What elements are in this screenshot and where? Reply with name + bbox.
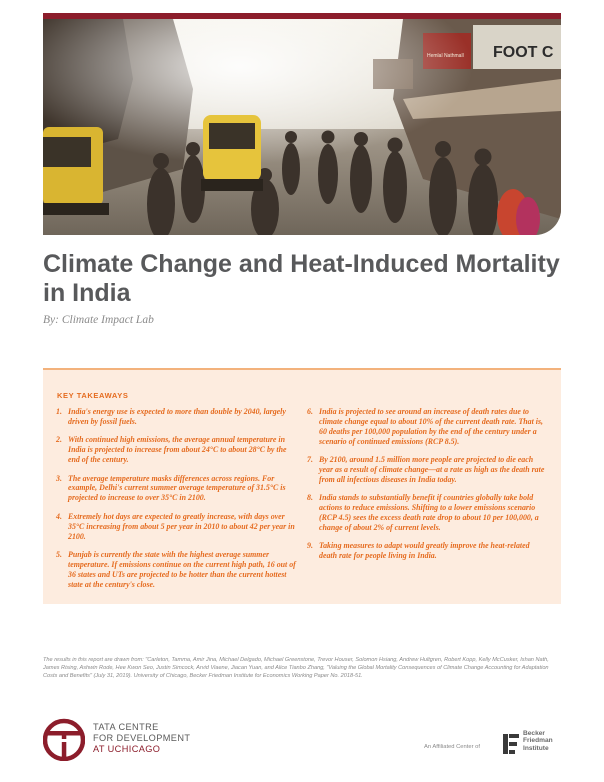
takeaway-item [56,550,299,590]
page-title: Climate Change and Heat-Induced Mortality in India [43,250,560,307]
takeaway-text: Punjab is currently the state with the highest average summer temperature. If emissions continue on the current high path, 16 out of 36 states and UTs are projected to be hotter than the current hottest state at the century's close. [68,549,296,589]
byline: By: Climate Impact Lab [43,314,154,326]
affiliated-center-text: An Affiliated Center of [424,744,480,750]
takeaways-left-column [56,407,299,590]
takeaway-number: 5. [56,549,62,559]
takeaway-number: 3. [56,473,62,483]
source-note: The results in this report are drawn from: "Carleton, Tamma, Amir Jina, Michael Delgado, Michael Greenstone, Trevor Houser, Solomon Hsiang, Andrew Hultgren, Robert Kopp, Kelly McCusker, Ishan Nath, James Rising, Ashwin Rode, Hee Kwon Seo, Justin Simcock, Arvid Viaene, Jiacan Yuan, and Alice Tianbo Zhang, "Valuing the Global Mortality Consequences of Climate Change Accounting for Adaptation Costs and Benefits" (July 31, 2019). University of Chicago, Becker Friedman Institute for Economics Working Paper No. 2018-51. [43,657,549,680]
takeaway-number: 1. [56,407,62,416]
takeaway-number: 2. [56,435,62,445]
street-scene-photo [43,19,561,235]
takeaway-number: 6. [307,407,313,416]
bfi-name-line2: Friedman [523,737,553,745]
takeaway-text: India stands to substantially benefit if countries globally take bold actions to reduce emissions. Shifting to a lower emissions scenario (RCP 4.5) sees the excess death rate drop to about 10 per 100,000, a change of about 2% of current levels. [319,493,539,533]
tata-name-line3: AT UCHICAGO [93,744,161,754]
shop-sign-hemlal: Hemlal Nathmall [427,53,464,59]
takeaway-text: India's energy use is expected to more than double by 2040, largely driven by fossil fuels. [68,407,286,426]
takeaway-text: Taking measures to adapt would greatly improve the heat-related death rate for people living in India. [319,541,530,561]
shop-sign-foot: FOOT C [493,44,554,61]
takeaway-item [307,541,548,561]
takeaway-item [307,407,548,447]
takeaway-item [56,435,299,465]
takeaway-text: By 2100, around 1.5 million more people are projected to die each year as a result of climate change—at a rate as high as the death rate from all infectious diseases in India today. [319,455,545,484]
tata-centre-name [93,722,190,755]
bfi-name-line3: Institute [523,744,549,752]
takeaway-item [56,474,299,504]
tata-centre-logo-icon [43,717,85,761]
tata-name-line2: FOR DEVELOPMENT [93,733,191,743]
takeaway-number: 9. [307,541,313,551]
takeaway-number: 7. [307,455,313,465]
takeaway-text: Extremely hot days are expected to greatly increase, with days over 35°C increasing from about 5 per year in 2010 to about 42 per year in 2100. [68,511,295,541]
becker-friedman-logo-icon [503,734,519,754]
tata-name-line1: TATA CENTRE [93,722,159,732]
bfi-name-line1: Becker [523,730,545,737]
takeaway-item [56,512,299,542]
takeaway-text: The average temperature masks differences across regions. For example, Delhi's current summer average temperature of 31.5°C is projected to increase to over 35°C in 2100. [68,473,286,503]
becker-friedman-name [523,730,553,752]
key-takeaways-heading: KEY TAKEAWAYS [57,391,129,400]
takeaway-number: 8. [307,493,313,503]
takeaway-item [56,407,299,427]
takeaway-item [307,493,548,533]
takeaway-number: 4. [56,511,62,521]
takeaway-item [307,455,548,485]
key-takeaways-box [43,368,561,604]
takeaway-text: India is projected to see around an increase of death rates due to climate change equal to about 10% of the current death rate. That is, 60 deaths per 100,000 population by the end of the century under a scenario of continued emissions (RCP 8.5). [319,407,544,446]
takeaway-text: With continued high emissions, the average annual temperature in India is projected to increase from about 24°C to about 28°C by the end of the century. [68,435,287,465]
takeaways-right-column [307,407,548,561]
cover-photo [43,19,561,235]
